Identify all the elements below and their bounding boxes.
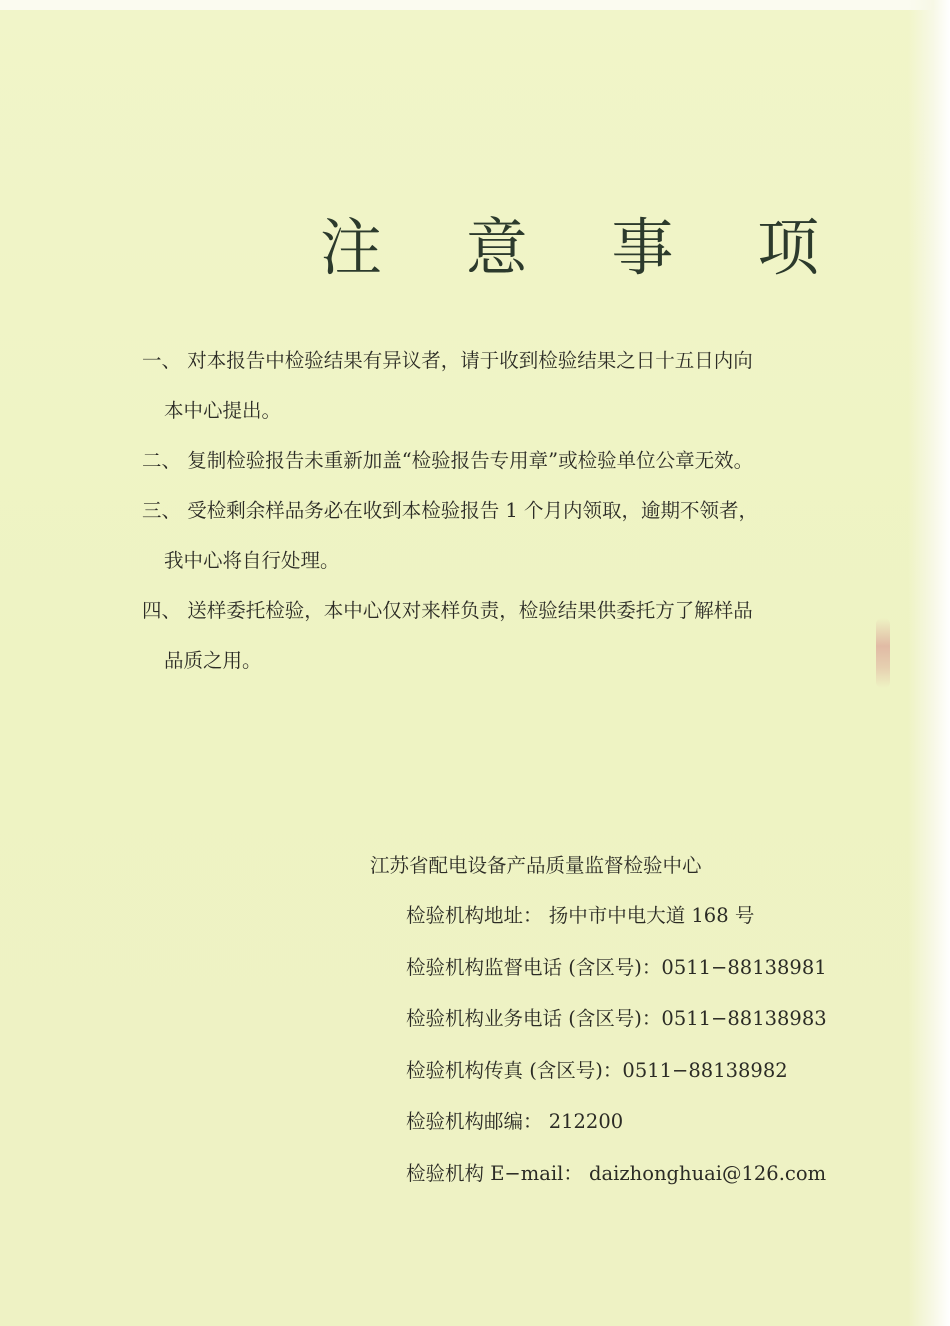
contact-address: 检验机构地址： 扬中市中电大道 168 号	[406, 904, 755, 927]
contact-email: 检验机构 E−mail： daizhonghuai@126.com	[406, 1161, 827, 1185]
contact-postcode: 检验机构邮编： 212200	[406, 1110, 624, 1133]
contact-block	[370, 842, 870, 1199]
contact-fax: 检验机构传真 (含区号)：0511−88138982	[406, 1058, 788, 1082]
stamp-mark	[876, 618, 890, 688]
contact-business-phone: 检验机构业务电话 (含区号)：0511−88138983	[406, 1007, 827, 1030]
notice-item-line: 品质之用。	[164, 649, 262, 672]
notice-list	[142, 336, 862, 686]
notice-item-line: 四、 送样委托检验，本中心仅对来样负责，检验结果供委托方了解样品	[142, 599, 753, 622]
contact-supervision-phone: 检验机构监督电话 (含区号)：0511−88138981	[406, 955, 827, 979]
notice-item-line: 我中心将自行处理。	[164, 549, 340, 572]
notice-item-4	[142, 586, 862, 686]
page-title: 注 意 事 项	[320, 211, 852, 284]
notice-item-3	[142, 486, 862, 586]
notice-item-2	[142, 436, 862, 486]
organization-name: 江苏省配电设备产品质量监督检验中心	[370, 854, 702, 877]
scan-right-edge	[908, 0, 950, 1326]
notice-item-line: 二、 复制检验报告未重新加盖“检验报告专用章”或检验单位公章无效。	[142, 449, 754, 472]
notice-item-line: 三、 受检剩余样品务必在收到本检验报告 1 个月内领取，逾期不领者，	[142, 499, 759, 522]
notice-item-1	[142, 336, 862, 436]
notice-item-line: 一、 对本报告中检验结果有异议者，请于收到检验结果之日十五日内向	[142, 349, 753, 372]
notice-item-line: 本中心提出。	[164, 399, 282, 422]
scan-top-edge	[0, 0, 950, 10]
